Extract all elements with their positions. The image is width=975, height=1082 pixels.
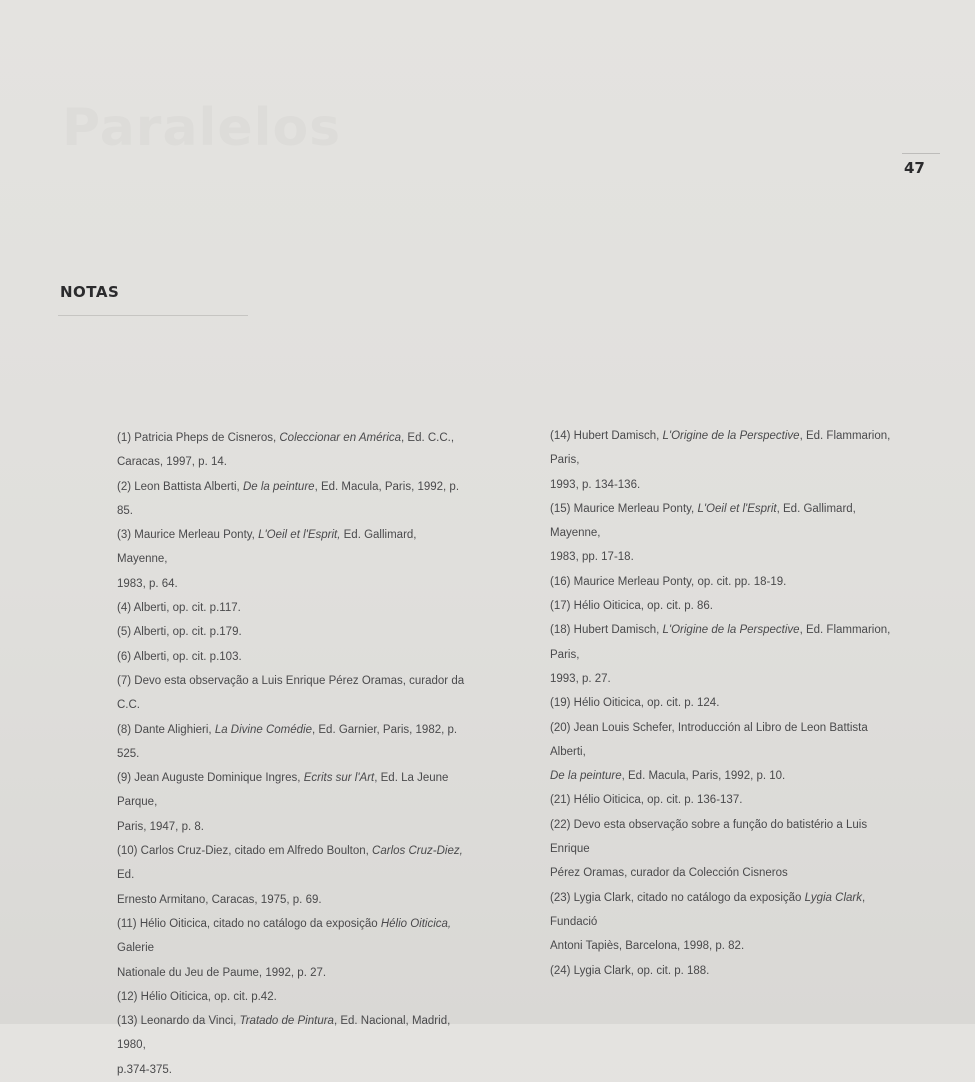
footnote-text: Alberti, op. cit. p.103. — [133, 650, 242, 663]
footnote — [117, 523, 467, 596]
footnote-number: (22) — [550, 818, 571, 831]
footnote-text: Dante Alighieri, — [134, 723, 215, 736]
footnote-text: 1983, pp. 17-18. — [550, 551, 634, 564]
footnote-number: (3) — [117, 529, 132, 542]
footnote — [117, 645, 467, 669]
footnote-text: , Ed. Nacional, Madrid, 1980, — [117, 1015, 451, 1052]
footnote-number: (1) — [117, 432, 132, 444]
footnote-text: Galerie — [117, 942, 155, 955]
footnote-number: (13) — [117, 1015, 138, 1028]
footnote — [117, 475, 467, 524]
footnote — [550, 618, 900, 691]
footnote-text: Leonardo da Vinci, — [140, 1015, 240, 1028]
footnote-text: Hubert Damisch, — [573, 624, 663, 637]
section-heading: NOTAS — [60, 283, 120, 301]
footnote-text: Hélio Oiticica, op. cit. p. 124. — [573, 697, 720, 710]
footnote — [550, 886, 900, 959]
footnote-text: Jean Auguste Dominique Ingres, — [134, 772, 304, 785]
page-number-rule — [902, 153, 940, 154]
footnote-text: Ed. Gallimard, Mayenne, — [117, 529, 417, 566]
footnote-text: p.374-375. — [117, 1063, 172, 1076]
footnote-text: Ernesto Armitano, Caracas, 1975, p. 69. — [117, 893, 322, 906]
footnote — [117, 426, 467, 475]
footnote-text: Hubert Damisch, — [573, 430, 663, 442]
footnote — [117, 620, 467, 644]
footnote-title: Lygia Clark — [804, 891, 862, 904]
footnote — [550, 716, 900, 789]
footnote — [117, 985, 467, 1009]
footnote — [117, 839, 467, 912]
footnote-title: Tratado de Pintura — [239, 1015, 334, 1028]
footnote-text: Leon Battista Alberti, — [134, 480, 243, 493]
footnote-text: Lygia Clark, citado no catálogo da exposição — [573, 891, 805, 904]
footnote-title: De la peinture — [242, 480, 315, 493]
footnote-number: (18) — [550, 624, 571, 637]
footnote — [117, 669, 467, 718]
footnote-number: (4) — [117, 602, 132, 615]
footnote-title: L'Oeil et l'Esprit — [697, 502, 777, 515]
footnote-title: L'Oeil et l'Esprit, — [258, 529, 341, 542]
footnote-text: Devo esta observação a Luis Enrique Pérez Oramas, curador da — [134, 674, 465, 687]
footnote-text: Pérez Oramas, curador da Colección Cisneros — [550, 867, 788, 880]
footnote-text: , Ed. Gallimard, Mayenne, — [550, 502, 856, 540]
footnote-number: (24) — [550, 964, 571, 977]
footnote — [117, 718, 467, 767]
footnote-text: Alberti, op. cit. p.179. — [133, 626, 242, 639]
footnote — [550, 594, 900, 618]
footnote-number: (16) — [550, 575, 571, 588]
footnote-text: Alberti, op. cit. p.117. — [133, 602, 241, 615]
footnote — [117, 912, 467, 985]
footnote-number: (6) — [117, 650, 132, 663]
footnote — [550, 788, 900, 812]
footnote-number: (10) — [117, 845, 138, 858]
footnote — [550, 691, 900, 715]
footnote-number: (19) — [550, 697, 571, 710]
footnote-text: , Fundació — [550, 891, 866, 928]
footnote-text: 1983, p. 64. — [117, 577, 178, 590]
footnote — [550, 959, 900, 983]
background-title: Paralelos — [62, 98, 342, 158]
footnote-number: (21) — [550, 794, 571, 807]
footnote — [117, 1009, 467, 1082]
footnote-title: Ecrits sur l'Art — [303, 772, 375, 785]
footnote-text: , Ed. Garnier, Paris, 1982, p. 525. — [117, 723, 458, 760]
footnote-text: , Ed. La Jeune Parque, — [117, 772, 449, 809]
footnote-text: , Ed. Macula, Paris, 1992, p. 10. — [621, 770, 786, 783]
notes-column-left — [117, 426, 467, 1082]
footnote-text: Maurice Merleau Ponty, op. cit. pp. 18-19. — [573, 575, 787, 588]
footnote-text: , Ed. Macula, Paris, 1992, p. 85. — [117, 480, 460, 517]
heading-underline — [58, 315, 248, 316]
footnote-title: L'Origine de la Perspective — [662, 430, 800, 442]
footnote — [117, 766, 467, 839]
footnote-text: Nationale du Jeu de Paume, 1992, p. 27. — [117, 966, 327, 979]
footnote-text: Paris, 1947, p. 8. — [117, 820, 204, 833]
footnote-text: Hélio Oiticica, op. cit. p. 86. — [573, 600, 713, 613]
footnote-text: Hélio Oiticica, citado no catálogo da exposição — [139, 917, 381, 930]
footnote-text: Antoni Tapiès, Barcelona, 1998, p. 82. — [550, 940, 745, 953]
footnote — [117, 596, 467, 620]
footnote-text: , Ed. Flammarion, Paris, — [550, 624, 891, 661]
footnote-text: Ed. — [117, 869, 135, 882]
footnote-title: Hélio Oiticica, — [380, 917, 452, 930]
footnote-text: Hélio Oiticica, op. cit. p. 136-137. — [573, 794, 743, 807]
footnote-number: (11) — [117, 917, 137, 930]
footnote-text: Devo esta observação sobre a função do batistério a Luis Enrique — [550, 818, 868, 856]
footnote-number: (14) — [550, 430, 571, 442]
footnote-number: (2) — [117, 480, 132, 493]
footnote-text: , Ed. Flammarion, Paris, — [550, 430, 891, 467]
footnote-number: (9) — [117, 772, 132, 785]
footnote-text: Maurice Merleau Ponty, — [573, 502, 698, 515]
footnote-title: Carlos Cruz-Diez, — [372, 845, 463, 858]
footnote-text: Carlos Cruz-Diez, citado em Alfredo Boulton, — [140, 845, 373, 858]
footnote — [550, 570, 900, 594]
footnote-number: (17) — [550, 600, 571, 613]
footnote-number: (20) — [550, 721, 571, 734]
footnote-title: Coleccionar en América — [279, 432, 402, 444]
footnote-number: (8) — [117, 723, 132, 736]
footnote-title: De la peinture — [550, 770, 622, 783]
footnote-title: L'Origine de la Perspective — [662, 624, 800, 637]
footnote-text: Caracas, 1997, p. 14. — [117, 456, 227, 469]
footnote — [550, 497, 900, 570]
footnote-number: (23) — [550, 891, 571, 904]
footnote-text: Patricia Pheps de Cisneros, — [134, 432, 280, 444]
footnote-text: Jean Louis Schefer, Introducción al Libro de Leon Battista Alberti, — [550, 721, 868, 758]
notes-column-right — [550, 424, 900, 983]
footnote-number: (5) — [117, 626, 132, 639]
footnote-number: (7) — [117, 674, 132, 687]
footnote-text: C.C. — [117, 699, 140, 712]
footnote-text: 1993, p. 134-136. — [550, 478, 641, 491]
footnote-text: Maurice Merleau Ponty, — [134, 529, 259, 542]
footnote — [550, 813, 900, 886]
footnote-text: 1993, p. 27. — [550, 672, 611, 685]
page-number: 47 — [904, 159, 925, 177]
footnote-number: (12) — [117, 990, 138, 1003]
footnote-text: Lygia Clark, op. cit. p. 188. — [573, 964, 710, 977]
footnote-text: , Ed. C.C., — [401, 432, 455, 444]
footnote-number: (15) — [550, 502, 571, 515]
footnote — [550, 424, 900, 497]
footnote-text: Hélio Oiticica, op. cit. p.42. — [140, 990, 277, 1003]
footnote-title: La Divine Comédie — [214, 723, 312, 736]
